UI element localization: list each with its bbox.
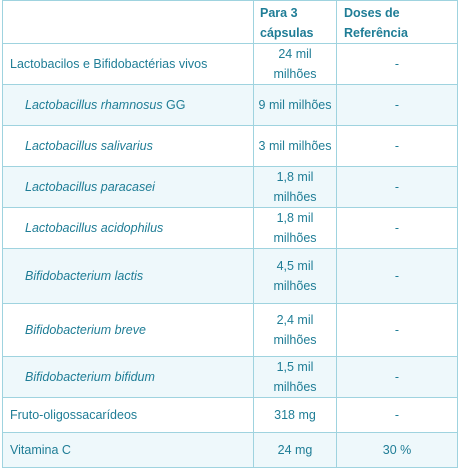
amount-cell: 3 mil milhões [254,126,337,167]
table-row [3,167,458,208]
amount-cell: 24 mil milhões [254,44,337,85]
table-header-row [3,1,458,44]
table-row [3,398,458,433]
amount-cell: 2,4 mil milhões [254,304,337,357]
reference-dose-cell: - [337,249,458,304]
amount-cell: 1,5 mil milhões [254,357,337,398]
reference-dose-cell: - [337,208,458,249]
table-row [3,85,458,126]
table-row [3,126,458,167]
amount-cell: 24 mg [254,433,337,468]
table-row [3,249,458,304]
amount-cell: 1,8 mil milhões [254,167,337,208]
reference-dose-cell: - [337,357,458,398]
table-row [3,44,458,85]
reference-dose-cell: 30 % [337,433,458,468]
amount-cell: 9 mil milhões [254,85,337,126]
header-per-3-capsules: Para 3 cápsulas [254,1,337,44]
table-row [3,433,458,468]
ingredient-name: Bifidobacterium bifidum [3,357,254,398]
ingredient-name: Lactobacillus paracasei [3,167,254,208]
table-row [3,208,458,249]
nutrition-table [2,0,458,468]
ingredient-name: Lactobacillus rhamnosus GG [3,85,254,126]
nutrition-table-container [2,0,457,468]
ingredient-name: Lactobacillus acidophilus [3,208,254,249]
reference-dose-cell: - [337,85,458,126]
amount-cell: 318 mg [254,398,337,433]
reference-dose-cell: - [337,167,458,208]
ingredient-name: Vitamina C [3,433,254,468]
ingredient-name: Bifidobacterium breve [3,304,254,357]
ingredient-name: Fruto-oligossacarídeos [3,398,254,433]
amount-cell: 4,5 mil milhões [254,249,337,304]
amount-cell: 1,8 mil milhões [254,208,337,249]
header-reference-doses: Doses de Referência [337,1,458,44]
reference-dose-cell: - [337,304,458,357]
table-row [3,357,458,398]
reference-dose-cell: - [337,44,458,85]
header-ingredient [3,1,254,44]
ingredient-name: Lactobacilos e Bifidobactérias vivos [3,44,254,85]
ingredient-name: Lactobacillus salivarius [3,126,254,167]
table-row [3,304,458,357]
reference-dose-cell: - [337,126,458,167]
ingredient-name: Bifidobacterium lactis [3,249,254,304]
reference-dose-cell: - [337,398,458,433]
